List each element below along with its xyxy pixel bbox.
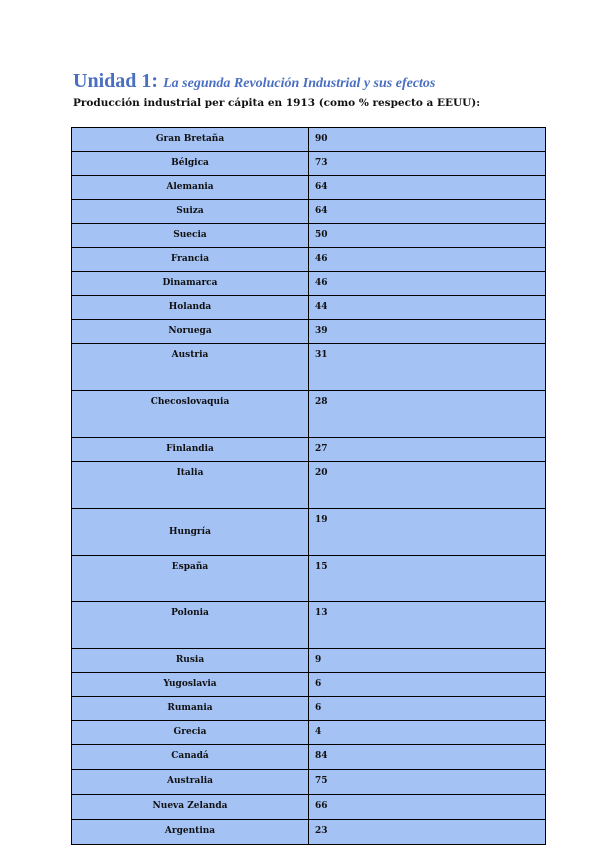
country-cell: Francia	[72, 248, 309, 272]
country-cell: Australia	[72, 770, 309, 795]
value-cell: 66	[309, 795, 546, 820]
value-cell: 39	[309, 320, 546, 344]
unit-label: Unidad 1:	[73, 70, 159, 92]
table-row	[72, 272, 546, 296]
country-cell: Yugoslavia	[72, 673, 309, 697]
value-cell: 64	[309, 200, 546, 224]
country-cell: Suecia	[72, 224, 309, 248]
table-row	[72, 344, 546, 391]
document-title	[73, 70, 435, 93]
country-cell: Holanda	[72, 296, 309, 320]
value-cell: 73	[309, 152, 546, 176]
value-cell: 46	[309, 272, 546, 296]
table-row	[72, 200, 546, 224]
value-cell: 28	[309, 391, 546, 438]
value-cell: 75	[309, 770, 546, 795]
table-row	[72, 820, 546, 845]
table-row	[72, 152, 546, 176]
value-cell: 6	[309, 673, 546, 697]
value-cell: 13	[309, 602, 546, 649]
country-cell: Finlandia	[72, 438, 309, 462]
value-cell: 15	[309, 556, 546, 602]
country-cell: Grecia	[72, 721, 309, 745]
table-row	[72, 770, 546, 795]
country-cell: Nueva Zelanda	[72, 795, 309, 820]
table-row	[72, 176, 546, 200]
country-cell: Checoslovaquia	[72, 391, 309, 438]
value-cell: 4	[309, 721, 546, 745]
table-row	[72, 721, 546, 745]
value-cell: 31	[309, 344, 546, 391]
country-cell: Bélgica	[72, 152, 309, 176]
country-cell: España	[72, 556, 309, 602]
unit-subtitle: La segunda Revolución Industrial y sus efectos	[163, 76, 436, 91]
table-row	[72, 602, 546, 649]
value-cell: 44	[309, 296, 546, 320]
table-caption: Producción industrial per cápita en 1913 (como % respecto a EEUU):	[73, 97, 481, 109]
table-row	[72, 697, 546, 721]
country-cell: Italia	[72, 462, 309, 509]
country-cell: Noruega	[72, 320, 309, 344]
country-cell: Austria	[72, 344, 309, 391]
table-row	[72, 438, 546, 462]
country-cell: Hungría	[72, 509, 309, 556]
value-cell: 9	[309, 649, 546, 673]
value-cell: 84	[309, 745, 546, 770]
country-cell: Argentina	[72, 820, 309, 845]
table-row	[72, 795, 546, 820]
table-row	[72, 248, 546, 272]
country-cell: Rumania	[72, 697, 309, 721]
table-row	[72, 745, 546, 770]
value-cell: 23	[309, 820, 546, 845]
country-cell: Rusia	[72, 649, 309, 673]
table-row	[72, 462, 546, 509]
country-cell: Gran Bretaña	[72, 128, 309, 152]
table-row	[72, 391, 546, 438]
table-row	[72, 320, 546, 344]
value-cell: 64	[309, 176, 546, 200]
value-cell: 27	[309, 438, 546, 462]
value-cell: 46	[309, 248, 546, 272]
country-cell: Dinamarca	[72, 272, 309, 296]
value-cell: 90	[309, 128, 546, 152]
table-row	[72, 556, 546, 602]
table-row	[72, 509, 546, 556]
table-row	[72, 224, 546, 248]
value-cell: 20	[309, 462, 546, 509]
country-cell: Alemania	[72, 176, 309, 200]
value-cell: 19	[309, 509, 546, 556]
country-cell: Canadá	[72, 745, 309, 770]
table-row	[72, 673, 546, 697]
country-cell: Suiza	[72, 200, 309, 224]
table-row	[72, 649, 546, 673]
production-table	[71, 127, 546, 845]
value-cell: 6	[309, 697, 546, 721]
table-row	[72, 128, 546, 152]
country-cell: Polonia	[72, 602, 309, 649]
table-row	[72, 296, 546, 320]
value-cell: 50	[309, 224, 546, 248]
